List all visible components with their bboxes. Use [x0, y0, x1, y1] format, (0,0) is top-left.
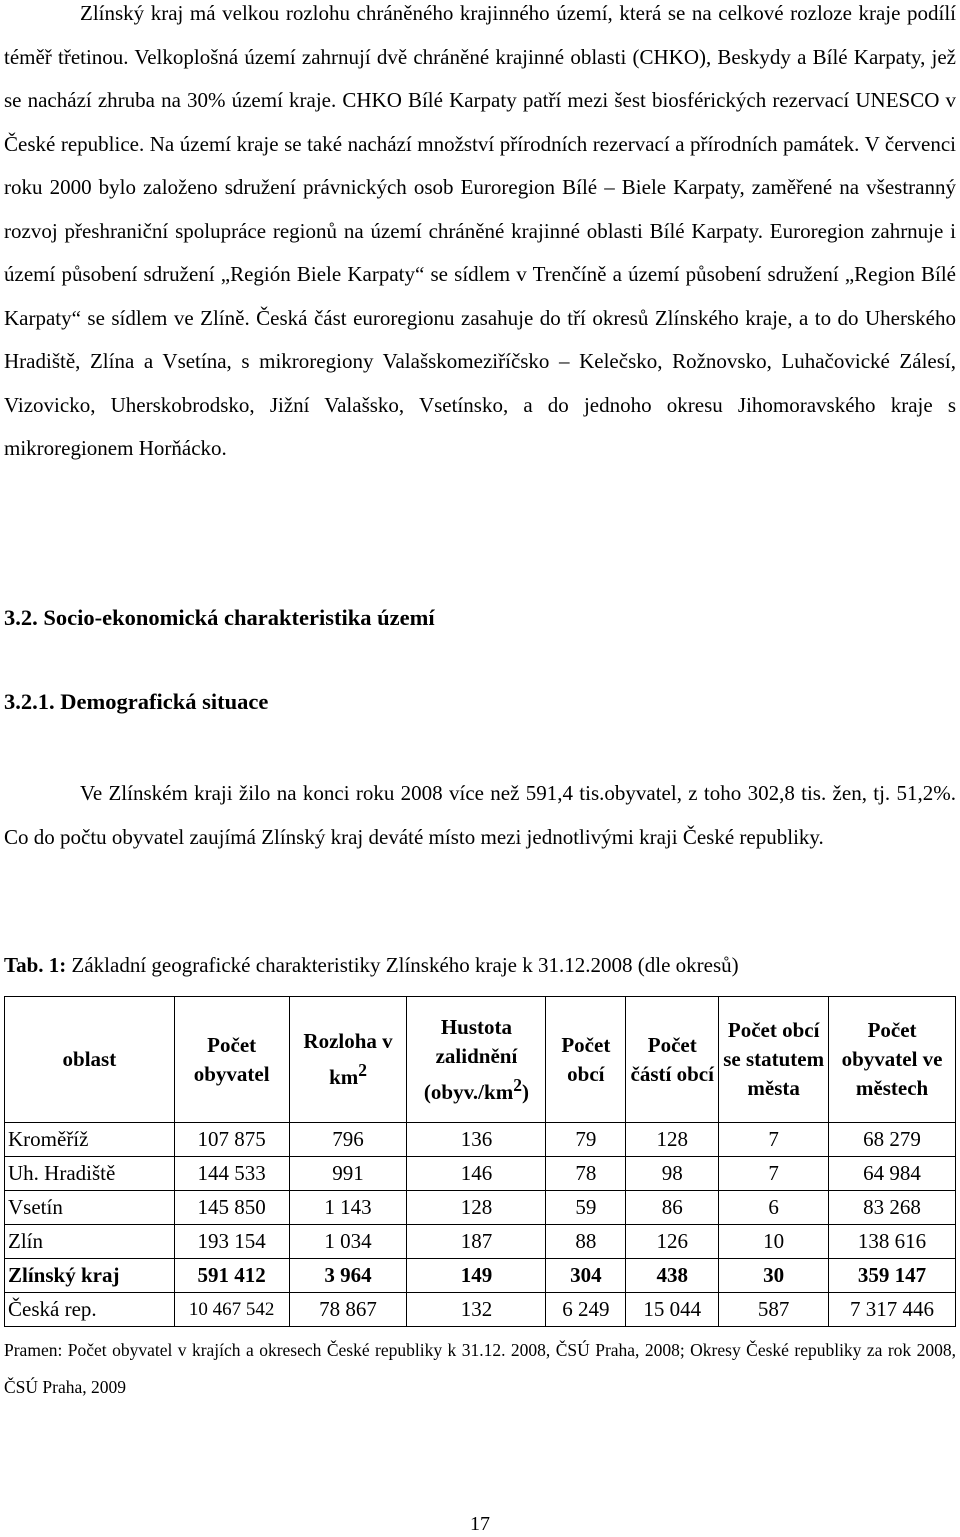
table-cell: 88 — [546, 1225, 626, 1259]
table-cell: 128 — [407, 1191, 546, 1225]
table-cell: 83 268 — [829, 1191, 956, 1225]
table-cell: 193 154 — [174, 1225, 289, 1259]
header-pocet-casti: Počet částí obcí — [626, 997, 719, 1123]
table-row — [5, 1191, 956, 1225]
table-cell: 146 — [407, 1157, 546, 1191]
table-cell-area: Zlín — [5, 1225, 175, 1259]
table-cell: 3 964 — [289, 1259, 407, 1293]
table-caption — [4, 953, 739, 978]
table-cell: 64 984 — [829, 1157, 956, 1191]
table-cell: 107 875 — [174, 1123, 289, 1157]
subsection-heading: 3.2.1. Demografická situace — [4, 689, 269, 714]
header-obci-statut: Počet obcí se statutem města — [719, 997, 829, 1123]
table-cell: 132 — [407, 1293, 546, 1327]
table-cell: 126 — [626, 1225, 719, 1259]
table-cell: 796 — [289, 1123, 407, 1157]
table-row — [5, 1157, 956, 1191]
table-cell: 145 850 — [174, 1191, 289, 1225]
table-cell: 6 249 — [546, 1293, 626, 1327]
table-cell: 1 143 — [289, 1191, 407, 1225]
table-cell-area: Kroměříž — [5, 1123, 175, 1157]
table-row — [5, 1123, 956, 1157]
table-cell: 144 533 — [174, 1157, 289, 1191]
page-number: 17 — [470, 1513, 490, 1535]
table-cell-area: Vsetín — [5, 1191, 175, 1225]
table-cell: 128 — [626, 1123, 719, 1157]
table-cell: 7 — [719, 1123, 829, 1157]
table-cell: 359 147 — [829, 1259, 956, 1293]
table-cell: 15 044 — [626, 1293, 719, 1327]
table-cell-area: Zlínský kraj — [5, 1259, 175, 1293]
table-cell: 149 — [407, 1259, 546, 1293]
table-body — [5, 1123, 956, 1327]
table-cell: 79 — [546, 1123, 626, 1157]
table-cell: 10 467 542 — [174, 1293, 289, 1327]
geography-table — [4, 996, 956, 1327]
table-cell: 991 — [289, 1157, 407, 1191]
table-cell: 59 — [546, 1191, 626, 1225]
table-cell-area: Uh. Hradiště — [5, 1157, 175, 1191]
table-cell: 136 — [407, 1123, 546, 1157]
table-cell: 138 616 — [829, 1225, 956, 1259]
table-cell-area: Česká rep. — [5, 1293, 175, 1327]
header-pocet-obyvatel: Počet obyvatel — [174, 997, 289, 1123]
table-cell: 438 — [626, 1259, 719, 1293]
table-caption-text: Základní geografické charakteristiky Zlínského kraje k 31.12.2008 (dle okresů) — [66, 953, 739, 977]
header-hustota: Hustota zalidnění $(obyv./km^2)$ — [407, 997, 546, 1123]
paragraph-protected-areas: Zlínský kraj má velkou rozlohu chráněného krajinného území, která se na celkové rozloze kraje podílí téměř třetinou. Velkoplošná území zahrnují dvě chráněné krajinné oblasti (CHKO), Beskydy a Bílé Karpaty, jež se nachází zhruba na 30% území kraje. CHKO Bílé Karpaty patří mezi šest biosférických rezervací UNESCO v České republice. Na území kraje se také nachází množství přírodních rezervací a přírodních památek. V červenci roku 2000 bylo založeno sdružení právnických osob Euroregion Bílé – Biele Karpaty, zaměřené na všestranný rozvoj přeshraniční spolupráce regionů na území chráněné krajinné oblasti Bílé Karpaty. Euroregion zahrnuje i území působení sdružení „Región Biele Karpaty“ se sídlem v Trenčíně a území působení sdružení „Region Bílé Karpaty“ se sídlem ve Zlíně. Česká část euroregionu zasahuje do tří okresů Zlínského kraje, a to do Uherského Hradiště, Zlína a Vsetína, s mikroregiony Valašskomeziříčsko – Kelečsko, Rožnovsko, Luhačovické Zálesí, Vizovicko, Uherskobrodsko, Jižní Valašsko, Vsetínsko, a do jednoho okresu Jihomoravského kraje s mikroregionem Horňácko. — [4, 1, 956, 460]
paragraph-demography: Ve Zlínském kraji žilo na konci roku 2008 více než 591,4 tis.obyvatel, z toho 302,8 tis. žen, tj. 51,2%. Co do počtu obyvatel zaujímá Zlínský kraj deváté místo mezi jednotlivými kraji České republiky. — [4, 781, 956, 849]
table-row — [5, 1293, 956, 1327]
table-cell: 7 — [719, 1157, 829, 1191]
table-cell: 187 — [407, 1225, 546, 1259]
table-row — [5, 1225, 956, 1259]
table-cell: 78 867 — [289, 1293, 407, 1327]
table-cell: 6 — [719, 1191, 829, 1225]
table-cell: 10 — [719, 1225, 829, 1259]
table-cell: 1 034 — [289, 1225, 407, 1259]
section-heading: 3.2. Socio-ekonomická charakteristika území — [4, 605, 435, 630]
table-cell: 98 — [626, 1157, 719, 1191]
header-pocet-obci: Počet obcí — [546, 997, 626, 1123]
table-cell: 591 412 — [174, 1259, 289, 1293]
table-cell: 86 — [626, 1191, 719, 1225]
table-row — [5, 1259, 956, 1293]
header-rozloha: Rozloha v $km^2$ — [289, 997, 407, 1123]
table-source-note: Pramen: Počet obyvatel v krajích a okresech České republiky k 31.12. 2008, ČSÚ Praha, 2008; Okresy České republiky za rok 2008, ČSÚ Praha, 2009 — [4, 1340, 956, 1397]
table-cell: 30 — [719, 1259, 829, 1293]
header-oblast: oblast — [5, 997, 175, 1123]
table-caption-label: Tab. 1: — [4, 953, 67, 977]
table-cell: 7 317 446 — [829, 1293, 956, 1327]
table-cell: 587 — [719, 1293, 829, 1327]
table-header-row — [5, 997, 956, 1123]
table-cell: 68 279 — [829, 1123, 956, 1157]
table-cell: 304 — [546, 1259, 626, 1293]
table-cell: 78 — [546, 1157, 626, 1191]
header-obyvatel-mesta: Počet obyvatel ve městech — [829, 997, 956, 1123]
